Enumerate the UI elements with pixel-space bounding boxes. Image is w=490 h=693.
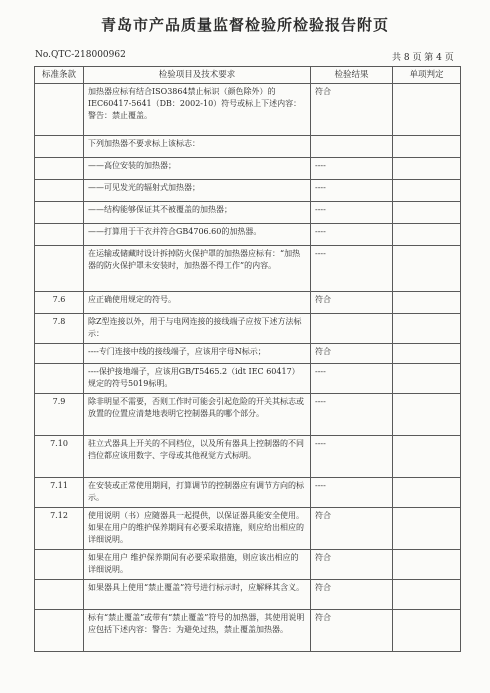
result-cell: 符合 xyxy=(311,84,393,136)
result-cell xyxy=(311,136,393,158)
clause-cell: 7.9 xyxy=(35,394,84,436)
clause-cell: 7.11 xyxy=(35,478,84,508)
judgement-cell xyxy=(393,224,461,246)
column-header-judgement: 单项判定 xyxy=(393,67,461,84)
requirement-cell: 标有“禁止覆盖”或带有“禁止覆盖”符号的加热器，其使用说明应包括下述内容：警告：为避免过热，禁止覆盖加热器。 xyxy=(84,610,311,652)
judgement-cell xyxy=(393,84,461,136)
clause-cell: 7.6 xyxy=(35,292,84,314)
requirement-cell: 在安装或正常使用期间，打算调节的控制器应有调节方向的标示。 xyxy=(84,478,311,508)
table-row xyxy=(35,246,461,292)
result-cell: ---- xyxy=(311,224,393,246)
requirement-cell: ----保护接地端子，应该用GB/T5465.2（idt IEC 60417）规定的符号5019标明。 xyxy=(84,364,311,394)
table-row xyxy=(35,478,461,508)
table-row xyxy=(35,344,461,364)
clause-cell xyxy=(35,180,84,202)
table-row xyxy=(35,202,461,224)
requirement-cell: 加热器应标有结合ISO3864禁止标识（颜色除外）的IEC60417-5641（DB：2002-10）符号或标上下述内容：警告：禁止覆盖。 xyxy=(84,84,311,136)
requirement-cell: 下列加热器不要求标上该标志： xyxy=(84,136,311,158)
table-row xyxy=(35,610,461,652)
table-header-row xyxy=(35,67,461,84)
table-row xyxy=(35,364,461,394)
table-row xyxy=(35,180,461,202)
result-cell: 符合 xyxy=(311,292,393,314)
table-row xyxy=(35,314,461,344)
judgement-cell xyxy=(393,246,461,292)
column-header-clause: 标准条款 xyxy=(35,67,84,84)
clause-cell: 7.10 xyxy=(35,436,84,478)
requirement-cell: 应正确使用规定的符号。 xyxy=(84,292,311,314)
clause-cell xyxy=(35,344,84,364)
table-row xyxy=(35,136,461,158)
requirement-cell: 如果在用户 维护保养期间有必要采取措施，则应该出相应的详细说明。 xyxy=(84,550,311,580)
table-row xyxy=(35,580,461,610)
requirement-cell: 使用说明（书）应随器具一起提供，以保证器具能安全使用。如果在用户的维护保养期间有必要采取措施，则应给出相应的详细说明。 xyxy=(84,508,311,550)
judgement-cell xyxy=(393,202,461,224)
judgement-cell xyxy=(393,344,461,364)
result-cell xyxy=(311,314,393,344)
judgement-cell xyxy=(393,180,461,202)
clause-cell xyxy=(35,550,84,580)
judgement-cell xyxy=(393,292,461,314)
clause-cell xyxy=(35,364,84,394)
judgement-cell xyxy=(393,508,461,550)
result-cell: ---- xyxy=(311,436,393,478)
result-cell: 符合 xyxy=(311,550,393,580)
requirement-cell: 除Z型连接以外，用于与电网连接的接线端子应按下述方法标示： xyxy=(84,314,311,344)
clause-cell xyxy=(35,158,84,180)
judgement-cell xyxy=(393,314,461,344)
clause-cell xyxy=(35,246,84,292)
judgement-cell xyxy=(393,364,461,394)
clause-cell xyxy=(35,136,84,158)
judgement-cell xyxy=(393,394,461,436)
result-cell: 符合 xyxy=(311,508,393,550)
table-row xyxy=(35,394,461,436)
requirement-cell: 驻立式器具上开关的不同档位，以及所有器具上控制器的不同挡位都应该用数字、字母或其他视觉方式标明。 xyxy=(84,436,311,478)
column-header-result: 检验结果 xyxy=(311,67,393,84)
result-cell: ---- xyxy=(311,202,393,224)
result-cell: 符合 xyxy=(311,610,393,652)
judgement-cell xyxy=(393,550,461,580)
requirement-cell: ——高位安装的加热器； xyxy=(84,158,311,180)
clause-cell xyxy=(35,202,84,224)
clause-cell xyxy=(35,84,84,136)
result-cell: 符合 xyxy=(311,580,393,610)
table-row xyxy=(35,508,461,550)
result-cell: ---- xyxy=(311,180,393,202)
result-cell: ---- xyxy=(311,394,393,436)
table-row xyxy=(35,224,461,246)
requirement-cell: ——打算用于干衣并符合GB4706.60的加热器。 xyxy=(84,224,311,246)
table-row xyxy=(35,84,461,136)
table-row xyxy=(35,436,461,478)
table-row xyxy=(35,550,461,580)
clause-cell xyxy=(35,224,84,246)
result-cell: ---- xyxy=(311,364,393,394)
report-title: 青岛市产品质量监督检验所检验报告附页 xyxy=(100,16,389,34)
document-number: No.QTC-218000962 xyxy=(35,50,126,60)
inspection-table xyxy=(34,66,461,652)
judgement-cell xyxy=(393,580,461,610)
requirement-cell: 在运输或储藏时设计拆掉防火保护罩的加热器应标有：“加热器的防火保护罩未安装时，加热器不得工作”的内容。 xyxy=(84,246,311,292)
requirement-cell: ——可见发光的辐射式加热器； xyxy=(84,180,311,202)
result-cell: ---- xyxy=(311,158,393,180)
judgement-cell xyxy=(393,136,461,158)
result-cell: ---- xyxy=(311,246,393,292)
clause-cell: 7.8 xyxy=(35,314,84,344)
requirement-cell: ——结构能够保证其不被覆盖的加热器； xyxy=(84,202,311,224)
requirement-cell: 除非明显不需要，否则工作时可能会引起危险的开关其标志或放置的位置应清楚地表明它控制器具的哪个部分。 xyxy=(84,394,311,436)
clause-cell xyxy=(35,610,84,652)
requirement-cell: 如果器具上使用“禁止覆盖”符号进行标示时，应解释其含义。 xyxy=(84,580,311,610)
judgement-cell xyxy=(393,610,461,652)
table-row xyxy=(35,292,461,314)
clause-cell xyxy=(35,580,84,610)
table-row xyxy=(35,158,461,180)
page-info: 共 8 页 第 4 页 xyxy=(392,53,454,63)
judgement-cell xyxy=(393,478,461,508)
judgement-cell xyxy=(393,158,461,180)
clause-cell: 7.12 xyxy=(35,508,84,550)
column-header-requirement: 检验项目及技术要求 xyxy=(84,67,311,84)
requirement-cell: ----专门连接中线的接线端子，应该用字母N标示； xyxy=(84,344,311,364)
result-cell: 符合 xyxy=(311,344,393,364)
judgement-cell xyxy=(393,436,461,478)
result-cell: ---- xyxy=(311,478,393,508)
